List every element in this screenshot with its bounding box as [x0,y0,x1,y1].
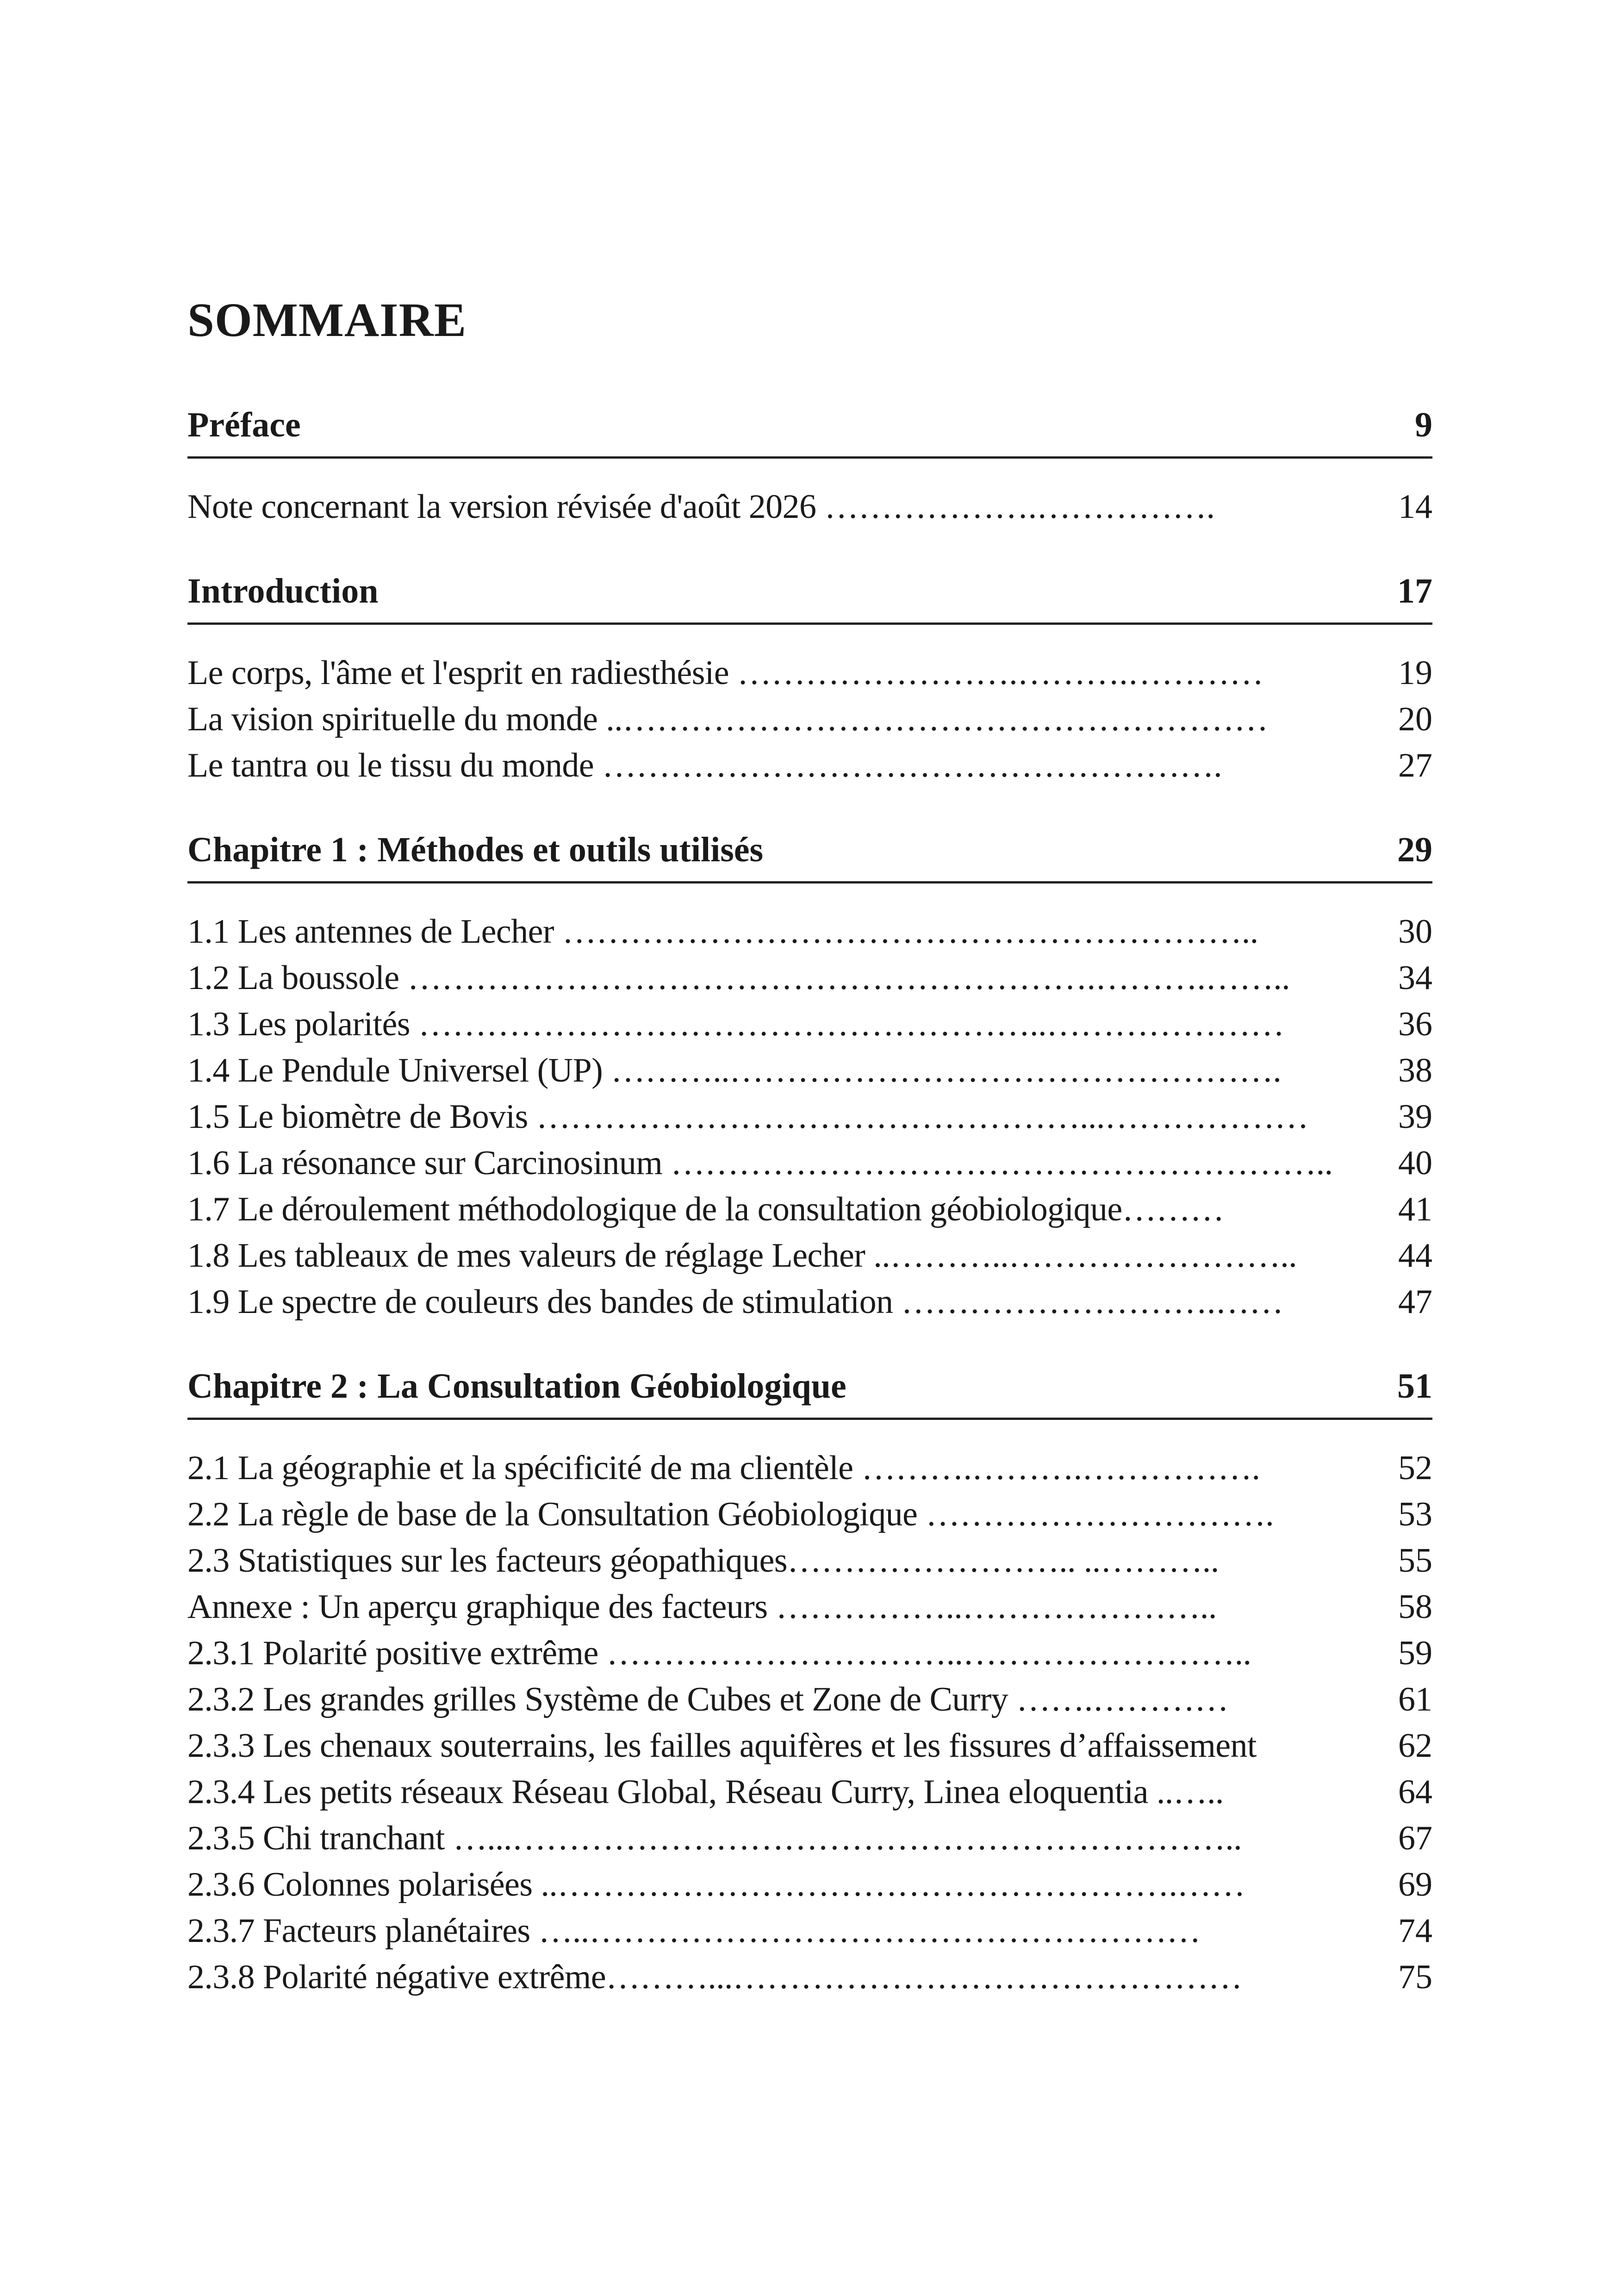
entry-title: 2.1 La géographie et la spécificité de ma clientèle ……….……….……………. [187,1449,1260,1487]
entry-page-number: 58 [1398,1588,1432,1626]
entry-page-number: 55 [1398,1542,1432,1580]
page-title: SOMMAIRE [187,293,467,347]
section-page-number: 17 [1397,572,1432,610]
entry-title: 2.3.2 Les grandes grilles Système de Cubes et Zone de Curry …….………… [187,1680,1229,1718]
toc-entry [187,1279,1432,1325]
section-spacer [187,530,1432,555]
entry-title: Annexe : Un aperçu graphique des facteurs ……………..………………….. [187,1588,1217,1626]
entry-title: 2.3 Statistiques sur les facteurs géopathiques…………………….. ..……….. [187,1542,1219,1580]
entry-page-number: 69 [1398,1866,1432,1904]
section-heading: Chapitre 1 : Méthodes et outils utilisés [187,830,764,869]
entry-title: Le tantra ou le tissu du monde ………………………………………………. [187,747,1222,784]
toc-entry [187,1908,1432,1954]
entry-title: La vision spirituelle du monde ..………………………………………………… [187,700,1268,738]
entry-page-number: 41 [1398,1190,1432,1228]
entry-title: 2.3.4 Les petits réseaux Réseau Global, Réseau Curry, Linea eloquentia ..….. [187,1773,1224,1811]
entry-title: 1.3 Les polarités ………………………………………………..………………… [187,1005,1284,1043]
toc-entry [187,1445,1432,1491]
entry-page-number: 36 [1398,1005,1432,1043]
section-divider [187,881,1432,884]
table-of-contents [187,293,1432,2000]
section-divider [187,1418,1432,1420]
toc-sections [187,389,1432,2000]
toc-entry [187,742,1432,789]
entry-list [187,484,1432,530]
entry-page-number: 74 [1398,1912,1432,1950]
entry-page-number: 38 [1398,1052,1432,1089]
toc-entry [187,908,1432,955]
entry-title: 1.9 Le spectre de couleurs des bandes de stimulation ……………………….…… [187,1283,1283,1321]
toc-entry [187,1861,1432,1908]
toc-entry [187,1186,1432,1232]
entry-page-number: 61 [1398,1680,1432,1718]
entry-list [187,650,1432,789]
entry-title: 1.8 Les tableaux de mes valeurs de réglage Lecher ..………..…………………….. [187,1237,1297,1275]
section-heading-row [187,1350,1432,1413]
toc-entry [187,1491,1432,1537]
section-heading: Introduction [187,572,379,610]
toc-entry [187,955,1432,1001]
entry-title: 2.2 La règle de base de la Consultation Géobiologique …………………………. [187,1495,1274,1533]
entry-page-number: 20 [1398,700,1432,738]
section-heading-row [187,814,1432,877]
entry-title: 2.3.1 Polarité positive extrême …………………………..…………………….. [187,1634,1251,1672]
toc-entry [187,1094,1432,1140]
section-page-number: 51 [1397,1367,1432,1406]
entry-page-number: 34 [1398,959,1432,997]
entry-title: 1.1 Les antennes de Lecher …………………………………………………….. [187,913,1258,951]
entry-title: 1.6 La résonance sur Carcinosinum ………………………………………………….. [187,1144,1333,1182]
entry-page-number: 30 [1398,913,1432,951]
entry-page-number: 67 [1398,1819,1432,1857]
entry-title: Note concernant la version révisée d'août 2026 ……………….……………. [187,488,1215,526]
entry-title: 1.5 Le biomètre de Bovis …………………………………………...……………… [187,1098,1309,1136]
entry-title: 1.4 Le Pendule Universel (UP) ………..…………………………………………. [187,1052,1282,1089]
toc-entry [187,1537,1432,1584]
entry-page-number: 53 [1398,1495,1432,1533]
toc-section [187,389,1432,555]
entry-page-number: 75 [1398,1958,1432,1996]
toc-entry [187,1140,1432,1186]
toc-entry [187,1232,1432,1279]
toc-entry [187,1676,1432,1723]
section-spacer [187,1325,1432,1350]
entry-page-number: 40 [1398,1144,1432,1182]
toc-entry [187,1630,1432,1676]
entry-list [187,908,1432,1325]
toc-section [187,555,1432,814]
toc-entry [187,650,1432,696]
section-heading-row [187,389,1432,452]
toc-entry [187,1769,1432,1815]
entry-title: 2.3.7 Facteurs planétaires …..……………………………………………… [187,1912,1201,1950]
entry-title: 2.3.6 Colonnes polarisées ..……………………………………………….…… [187,1866,1245,1904]
entry-list [187,1445,1432,2000]
section-divider [187,456,1432,459]
section-divider [187,622,1432,625]
entry-page-number: 47 [1398,1283,1432,1321]
section-heading: Chapitre 2 : La Consultation Géobiologique [187,1367,846,1406]
entry-page-number: 44 [1398,1237,1432,1275]
section-page-number: 29 [1397,830,1432,869]
entry-page-number: 62 [1398,1727,1432,1765]
section-heading: Préface [187,405,301,444]
toc-entry [187,1815,1432,1861]
entry-title: 1.2 La boussole …………………………………………………….……….…….. [187,959,1290,997]
toc-section [187,814,1432,1350]
entry-page-number: 59 [1398,1634,1432,1672]
toc-entry [187,1584,1432,1630]
entry-page-number: 39 [1398,1098,1432,1136]
toc-entry [187,1723,1432,1769]
entry-title: Le corps, l'âme et l'esprit en radiesthésie …………………….……….………… [187,654,1263,692]
entry-page-number: 52 [1398,1449,1432,1487]
section-spacer [187,789,1432,814]
entry-page-number: 64 [1398,1773,1432,1811]
toc-entry [187,696,1432,742]
entry-page-number: 14 [1398,488,1432,526]
toc-section [187,1350,1432,2000]
entry-page-number: 19 [1398,654,1432,692]
toc-entry [187,1954,1432,2000]
entry-title: 2.3.3 Les chenaux souterrains, les failles aquifères et les fissures d’affaissement [187,1727,1257,1765]
toc-entry [187,484,1432,530]
entry-title: 2.3.5 Chi tranchant …...……………………………………………………….. [187,1819,1242,1857]
entry-title: 2.3.8 Polarité négative extrême………...……………………………………… [187,1958,1242,1996]
toc-entry [187,1047,1432,1094]
section-heading-row [187,555,1432,618]
entry-page-number: 27 [1398,747,1432,784]
section-page-number: 9 [1415,405,1432,444]
toc-entry [187,1001,1432,1047]
entry-title: 1.7 Le déroulement méthodologique de la consultation géobiologique……… [187,1190,1224,1228]
